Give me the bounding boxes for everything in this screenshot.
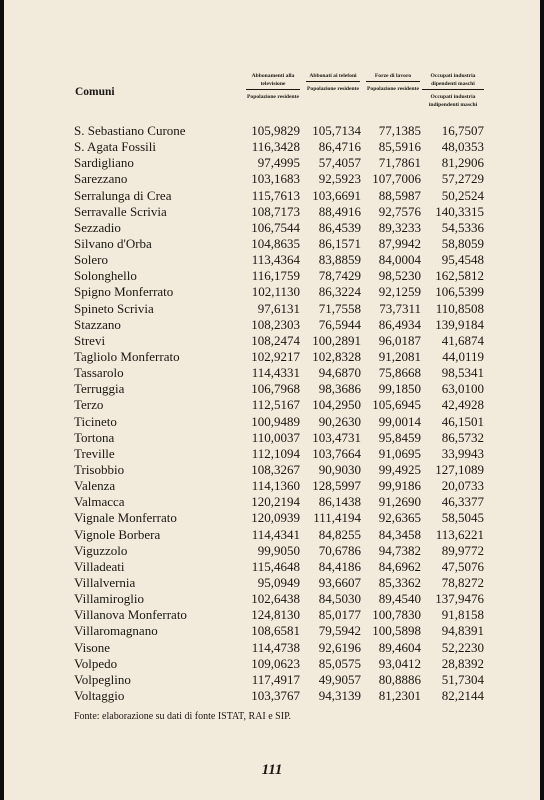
- comune-name: Terzo: [74, 397, 104, 413]
- value-cell: 20,0733: [441, 478, 484, 494]
- comune-name: Vignale Monferrato: [74, 510, 177, 526]
- value-cell: 47,5076: [441, 558, 484, 574]
- comune-name: Voltaggio: [74, 687, 125, 703]
- table-row: [4, 494, 540, 510]
- value-cell: 105,6945: [372, 397, 421, 413]
- table-row: [4, 301, 540, 317]
- value-cell: 108,2474: [251, 332, 300, 348]
- table-row: [4, 607, 540, 623]
- value-cell: 84,5030: [318, 591, 361, 607]
- value-cell: 127,1089: [435, 461, 484, 477]
- value-cell: 116,3428: [251, 139, 300, 155]
- comune-name: Tortona: [74, 429, 115, 445]
- value-cell: 103,3767: [251, 687, 300, 703]
- value-cell: 58,5045: [441, 510, 484, 526]
- table-row: [4, 123, 540, 139]
- table-row: [4, 591, 540, 607]
- value-cell: 99,0014: [378, 413, 421, 429]
- comune-name: Sardigliano: [74, 155, 134, 171]
- value-cell: 120,2194: [251, 494, 300, 510]
- comune-name: Viguzzolo: [74, 542, 128, 558]
- value-cell: 86,4934: [378, 316, 421, 332]
- value-cell: 81,2301: [378, 687, 421, 703]
- page-number: 111: [261, 762, 283, 778]
- value-cell: 128,5997: [312, 478, 361, 494]
- value-cell: 113,4364: [251, 252, 300, 268]
- value-cell: 94,7382: [378, 542, 421, 558]
- value-cell: 95,0949: [257, 574, 300, 590]
- comune-name: Silvano d'Orba: [74, 235, 152, 251]
- value-cell: 162,5812: [435, 268, 484, 284]
- value-cell: 96,0187: [378, 332, 421, 348]
- table-row: [4, 656, 540, 672]
- value-cell: 139,9184: [435, 316, 484, 332]
- table-body: [4, 123, 540, 704]
- value-cell: 79,5942: [318, 623, 361, 639]
- comune-name: Tassarolo: [74, 365, 124, 381]
- table-row: [4, 527, 540, 543]
- value-cell: 84,0004: [378, 252, 421, 268]
- column-header-bottom: Popolazione residente: [367, 86, 419, 92]
- value-cell: 114,4738: [251, 639, 300, 655]
- column-header-top: Forze di lavoro: [366, 72, 420, 82]
- table-row: [4, 365, 540, 381]
- value-cell: 75,8668: [378, 365, 421, 381]
- value-cell: 98,5230: [378, 268, 421, 284]
- value-cell: 89,4604: [378, 639, 421, 655]
- table-row: [4, 284, 540, 300]
- value-cell: 82,2144: [441, 687, 484, 703]
- value-cell: 44,0119: [442, 348, 484, 364]
- value-cell: 137,9476: [435, 591, 484, 607]
- comune-name: Villalvernia: [74, 574, 136, 590]
- value-cell: 108,2303: [251, 316, 300, 332]
- column-header-bottom: Popolazione residente: [307, 86, 359, 92]
- value-cell: 110,8508: [435, 300, 484, 316]
- table-header: [4, 72, 540, 124]
- value-cell: 83,8859: [318, 252, 361, 268]
- value-cell: 102,6438: [251, 591, 300, 607]
- document-page: [4, 0, 540, 800]
- column-header-industry: [422, 72, 484, 109]
- table-row: [4, 672, 540, 688]
- value-cell: 81,2906: [441, 155, 484, 171]
- comune-name: Stazzano: [74, 316, 121, 332]
- comune-name: Volpedo: [74, 655, 118, 671]
- value-cell: 112,1094: [251, 445, 300, 461]
- table-row: [4, 397, 540, 413]
- comune-name: Vignole Borbera: [74, 526, 161, 542]
- value-cell: 102,1130: [251, 284, 300, 300]
- comune-name: Terruggia: [74, 381, 125, 397]
- comune-name: Spineto Scrivia: [74, 300, 154, 316]
- value-cell: 78,7429: [318, 268, 361, 284]
- value-cell: 92,5923: [318, 171, 361, 187]
- value-cell: 52,2230: [441, 639, 484, 655]
- value-cell: 111,4194: [313, 510, 361, 526]
- table-row: [4, 236, 540, 252]
- column-header-phone: [306, 72, 360, 93]
- comune-name: Villamiroglio: [74, 591, 144, 607]
- value-cell: 97,4995: [257, 155, 300, 171]
- comune-name: Visone: [74, 639, 111, 655]
- value-cell: 108,6581: [251, 623, 300, 639]
- value-cell: 100,7830: [372, 607, 421, 623]
- comune-name: Trisobbio: [74, 461, 125, 477]
- column-header-bottom: Popolazione residente: [247, 94, 299, 100]
- row-label-header: Comuni: [75, 86, 115, 98]
- value-cell: 91,0695: [378, 445, 421, 461]
- value-cell: 103,6691: [312, 187, 361, 203]
- value-cell: 91,8158: [441, 607, 484, 623]
- value-cell: 113,6221: [435, 526, 484, 542]
- value-cell: 92,1259: [378, 284, 421, 300]
- table-row: [4, 155, 540, 171]
- value-cell: 86,1438: [318, 494, 361, 510]
- value-cell: 99,4925: [378, 461, 421, 477]
- value-cell: 86,3224: [318, 284, 361, 300]
- value-cell: 114,4341: [251, 526, 300, 542]
- value-cell: 46,1501: [441, 413, 484, 429]
- value-cell: 70,6786: [318, 542, 361, 558]
- value-cell: 42,4928: [441, 397, 484, 413]
- value-cell: 120,0939: [251, 510, 300, 526]
- value-cell: 84,8255: [318, 526, 361, 542]
- value-cell: 63,0100: [441, 381, 484, 397]
- value-cell: 84,6962: [378, 558, 421, 574]
- value-cell: 85,0177: [318, 607, 361, 623]
- comune-name: S. Sebastiano Curone: [74, 123, 186, 138]
- table-row: [4, 640, 540, 656]
- value-cell: 124,8130: [251, 607, 300, 623]
- value-cell: 54,5336: [441, 219, 484, 235]
- value-cell: 86,5732: [441, 429, 484, 445]
- source-note: Fonte: elaborazione su dati di fonte ISTAT, RAI e SIP.: [74, 711, 292, 722]
- value-cell: 97,6131: [257, 300, 300, 316]
- value-cell: 91,2081: [378, 348, 421, 364]
- table-row: [4, 252, 540, 268]
- value-cell: 103,4731: [312, 429, 361, 445]
- value-cell: 92,6196: [318, 639, 361, 655]
- value-cell: 89,9772: [441, 542, 484, 558]
- value-cell: 94,8391: [441, 623, 484, 639]
- value-cell: 94,6870: [318, 365, 361, 381]
- column-header-labour: [366, 72, 420, 93]
- value-cell: 115,4648: [251, 558, 300, 574]
- value-cell: 110,0037: [251, 429, 300, 445]
- value-cell: 102,8328: [312, 348, 361, 364]
- comune-name: Villadeati: [74, 558, 125, 574]
- table-row: [4, 171, 540, 187]
- value-cell: 100,5898: [372, 623, 421, 639]
- value-cell: 57,4057: [318, 155, 361, 171]
- value-cell: 33,9943: [441, 445, 484, 461]
- table-row: [4, 139, 540, 155]
- value-cell: 92,6365: [378, 510, 421, 526]
- value-cell: 87,9942: [378, 235, 421, 251]
- value-cell: 41,6874: [441, 332, 484, 348]
- table-row: [4, 188, 540, 204]
- value-cell: 88,4916: [318, 203, 361, 219]
- column-header-top: Occupati industria dipendenti maschi: [422, 72, 484, 90]
- value-cell: 85,3362: [378, 574, 421, 590]
- value-cell: 85,5916: [378, 139, 421, 155]
- table-row: [4, 478, 540, 494]
- value-cell: 116,1759: [251, 268, 300, 284]
- value-cell: 77,1385: [378, 123, 421, 138]
- value-cell: 57,2729: [441, 171, 484, 187]
- value-cell: 100,2891: [312, 332, 361, 348]
- value-cell: 28,8392: [441, 655, 484, 671]
- value-cell: 106,7968: [251, 381, 300, 397]
- value-cell: 117,4917: [251, 671, 300, 687]
- value-cell: 49,9057: [318, 671, 361, 687]
- table-row: [4, 381, 540, 397]
- value-cell: 58,8059: [441, 235, 484, 251]
- table-row: [4, 333, 540, 349]
- table-row: [4, 462, 540, 478]
- table-row: [4, 414, 540, 430]
- value-cell: 115,7613: [251, 187, 300, 203]
- value-cell: 104,8635: [251, 235, 300, 251]
- value-cell: 103,7664: [312, 445, 361, 461]
- column-header-top: Abbonamenti alla televisione: [246, 72, 300, 90]
- column-header-top: Abbonati ai telefoni: [306, 72, 360, 82]
- value-cell: 76,5944: [318, 316, 361, 332]
- comune-name: Treville: [74, 445, 115, 461]
- value-cell: 94,3139: [318, 687, 361, 703]
- comune-name: S. Agata Fossili: [74, 139, 156, 155]
- value-cell: 99,9186: [378, 478, 421, 494]
- table-row: [4, 446, 540, 462]
- comune-name: Tagliolo Monferrato: [74, 348, 180, 364]
- value-cell: 140,3315: [435, 203, 484, 219]
- comune-name: Valenza: [74, 478, 116, 494]
- value-cell: 99,1850: [378, 381, 421, 397]
- value-cell: 102,9217: [251, 348, 300, 364]
- value-cell: 84,3458: [378, 526, 421, 542]
- value-cell: 86,1571: [318, 235, 361, 251]
- value-cell: 93,0412: [378, 655, 421, 671]
- value-cell: 89,4540: [378, 591, 421, 607]
- value-cell: 114,4331: [251, 365, 300, 381]
- value-cell: 99,9050: [257, 542, 300, 558]
- comune-name: Villanova Monferrato: [74, 607, 187, 623]
- table-row: [4, 349, 540, 365]
- value-cell: 112,5167: [251, 397, 300, 413]
- value-cell: 89,3233: [378, 219, 421, 235]
- comune-name: Solero: [74, 252, 108, 268]
- comune-name: Strevi: [74, 332, 106, 348]
- value-cell: 86,4716: [318, 139, 361, 155]
- comune-name: Sarezzano: [74, 171, 128, 187]
- value-cell: 86,4539: [318, 219, 361, 235]
- value-cell: 95,4548: [441, 252, 484, 268]
- value-cell: 107,7006: [372, 171, 421, 187]
- column-header-tv: [246, 72, 300, 101]
- comune-name: Sezzadio: [74, 219, 121, 235]
- value-cell: 50,2524: [441, 187, 484, 203]
- value-cell: 114,1360: [251, 478, 300, 494]
- value-cell: 100,9489: [251, 413, 300, 429]
- value-cell: 108,7173: [251, 203, 300, 219]
- column-header-bottom: Occupati industria indipendenti maschi: [428, 94, 478, 108]
- table-row: [4, 575, 540, 591]
- comune-name: Ticineto: [74, 413, 117, 429]
- value-cell: 92,7576: [378, 203, 421, 219]
- value-cell: 98,5341: [441, 365, 484, 381]
- value-cell: 46,3377: [441, 494, 484, 510]
- value-cell: 109,0623: [251, 655, 300, 671]
- value-cell: 73,7311: [379, 300, 421, 316]
- value-cell: 51,7304: [441, 671, 484, 687]
- comune-name: Volpeglino: [74, 671, 131, 687]
- value-cell: 78,8272: [441, 574, 484, 590]
- value-cell: 90,9030: [318, 461, 361, 477]
- table-row: [4, 268, 540, 284]
- value-cell: 91,2690: [378, 494, 421, 510]
- value-cell: 103,1683: [251, 171, 300, 187]
- value-cell: 48,0353: [441, 139, 484, 155]
- value-cell: 71,7861: [378, 155, 421, 171]
- comune-name: Serralunga di Crea: [74, 187, 172, 203]
- value-cell: 16,7507: [441, 123, 484, 138]
- value-cell: 84,4186: [318, 558, 361, 574]
- value-cell: 71,7558: [318, 300, 361, 316]
- value-cell: 85,0575: [318, 655, 361, 671]
- comune-name: Villaromagnano: [74, 623, 158, 639]
- value-cell: 88,5987: [378, 187, 421, 203]
- value-cell: 108,3267: [251, 461, 300, 477]
- value-cell: 90,2630: [318, 413, 361, 429]
- comune-name: Spigno Monferrato: [74, 284, 174, 300]
- value-cell: 95,8459: [378, 429, 421, 445]
- value-cell: 98,3686: [318, 381, 361, 397]
- table-row: [4, 220, 540, 236]
- value-cell: 105,9829: [251, 123, 300, 138]
- table-row: [4, 204, 540, 220]
- comune-name: Valmacca: [74, 494, 125, 510]
- table-row: [4, 317, 540, 333]
- value-cell: 105,7134: [312, 123, 361, 138]
- value-cell: 106,5399: [435, 284, 484, 300]
- table-row: [4, 430, 540, 446]
- value-cell: 106,7544: [251, 219, 300, 235]
- comune-name: Solonghello: [74, 268, 137, 284]
- value-cell: 93,6607: [318, 574, 361, 590]
- table-row: [4, 688, 540, 704]
- table-row: [4, 559, 540, 575]
- value-cell: 104,2950: [312, 397, 361, 413]
- value-cell: 80,8886: [378, 671, 421, 687]
- comune-name: Serravalle Scrivia: [74, 203, 167, 219]
- table-row: [4, 510, 540, 526]
- table-row: [4, 543, 540, 559]
- table-row: [4, 623, 540, 639]
